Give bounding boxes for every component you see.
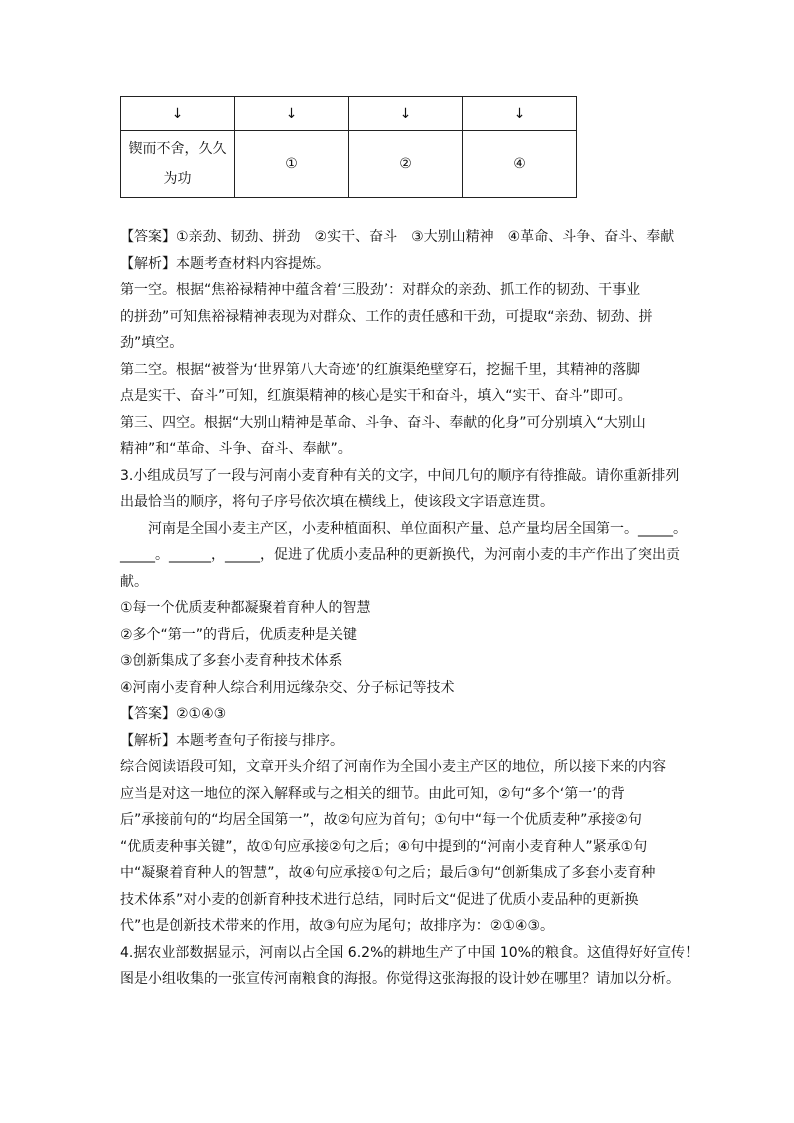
arrow-cell [349, 97, 463, 131]
down-arrow-icon: ↓ [399, 105, 412, 122]
text-line: 技术体系”对小麦的创新育种技术进行总结，同时后文“促进了优质小麦品种的更新换 [120, 891, 639, 908]
cell-text: 锲而不舍，久久为功 [128, 141, 227, 187]
table-row [121, 131, 577, 198]
down-arrow-icon: ↓ [285, 105, 298, 122]
text-line: 后”承接前句的“均居全国第一”，故②句应为首句；①句中“每一个优质麦种”承接②句 [120, 812, 642, 828]
text-line: 第二空。根据“被誉为‘世界第八大奇迹’的红旗渠绝壁穿石，挖掘千里，其精神的落脚 [120, 361, 641, 378]
down-arrow-icon: ↓ [513, 105, 526, 122]
text-line: 的拼劲”可知焦裕禄精神表现为对群众、工作的责任感和干劲，可提取“亲劲、韧劲、拼 [120, 308, 653, 325]
option-line: ③创新集成了多套小麦育种技术体系 [120, 653, 343, 669]
answer-line: 【答案】①亲劲、韧劲、拼劲 ②实干、奋斗 ③大别山精神 ④革命、斗争、奋斗、奉献 [120, 229, 675, 245]
passage-line: 献。 [120, 573, 148, 590]
analysis-line: 【解析】本题考查句子衔接与排序。 [120, 732, 344, 749]
option-line: ④河南小麦育种人综合利用远缘杂交、分子标记等技术 [120, 679, 455, 696]
body-text [120, 224, 699, 993]
spirit-table [120, 96, 577, 198]
text-line: 中“凝聚着育种人的智慧”，故④句应承接①句之后；最后③句“创新集成了多套小麦育种 [120, 865, 656, 881]
text-line: 劲”填空。 [120, 335, 184, 351]
cell-text: ④ [513, 156, 526, 172]
question-line: 图是小组收集的一张宣传河南粮食的海报。你觉得这张海报的设计妙在哪里？请加以分析。 [120, 971, 680, 987]
answer-line: 【答案】②①④③ [120, 706, 227, 722]
table-cell [121, 131, 235, 198]
text-line: 点是实干、奋斗”可知，红旗渠精神的核心是实干和奋斗，填入“实干、奋斗”即可。 [120, 388, 632, 404]
table-cell [235, 131, 349, 198]
question-line: 3.小组成员写了一段与河南小麦育种有关的文字，中间几句的顺序有待推敲。请你重新排列 [120, 467, 680, 484]
question-line: 4.据农业部数据显示，河南以占全国 6.2%的耕地生产了中国 10%的粮食。这值得好好宣传！ [120, 944, 699, 961]
passage-line: _____。______，_____，促进了优质小麦品种的更新换代，为河南小麦的丰产作出了突出贡 [120, 547, 680, 563]
text-line: 综合阅读语段可知，文章开头介绍了河南作为全国小麦主产区的地位，所以接下来的内容 [120, 759, 666, 775]
text-line: 代”也是创新技术带来的作用，故③句应为尾句；故排序为：②①④③。 [120, 918, 555, 934]
text-line: 第一空。根据“焦裕禄精神中蕴含着‘三股劲’：对群众的亲劲、抓工作的韧劲、干事业 [120, 282, 641, 298]
analysis-line: 【解析】本题考查材料内容提炼。 [120, 255, 330, 272]
cell-text: ② [399, 156, 412, 172]
text-line: 应当是对这一地位的深入解释或与之相关的细节。由此可知，②句“多个‘第一’的背 [120, 785, 625, 802]
arrow-cell [463, 97, 577, 131]
option-line: ②多个“第一”的背后，优质麦种是关键 [120, 626, 358, 643]
text-line: 精神”和“革命、斗争、奋斗、奉献”。 [120, 441, 352, 457]
passage-line: 河南是全国小麦主产区，小麦种植面积、单位面积产量、总产量均居全国第一。_____。 [148, 520, 687, 537]
text-line: “优质麦种事关键”，故①句应承接②句之后；④句中提到的“河南小麦育种人”紧承①句 [120, 838, 648, 855]
text-line: 第三、四空。根据“大别山精神是革命、斗争、奋斗、奉献的化身”可分别填入“大别山 [120, 414, 646, 431]
table-cell [349, 131, 463, 198]
cell-text: ① [285, 156, 298, 172]
down-arrow-icon: ↓ [171, 105, 184, 122]
option-line: ①每一个优质麦种都凝聚着育种人的智慧 [120, 600, 371, 616]
question-line: 出最恰当的顺序，将句子序号依次填在横线上，使该段文字语意连贯。 [120, 494, 554, 510]
table-row [121, 97, 577, 131]
arrow-cell [121, 97, 235, 131]
arrow-cell [235, 97, 349, 131]
table-cell [463, 131, 577, 198]
